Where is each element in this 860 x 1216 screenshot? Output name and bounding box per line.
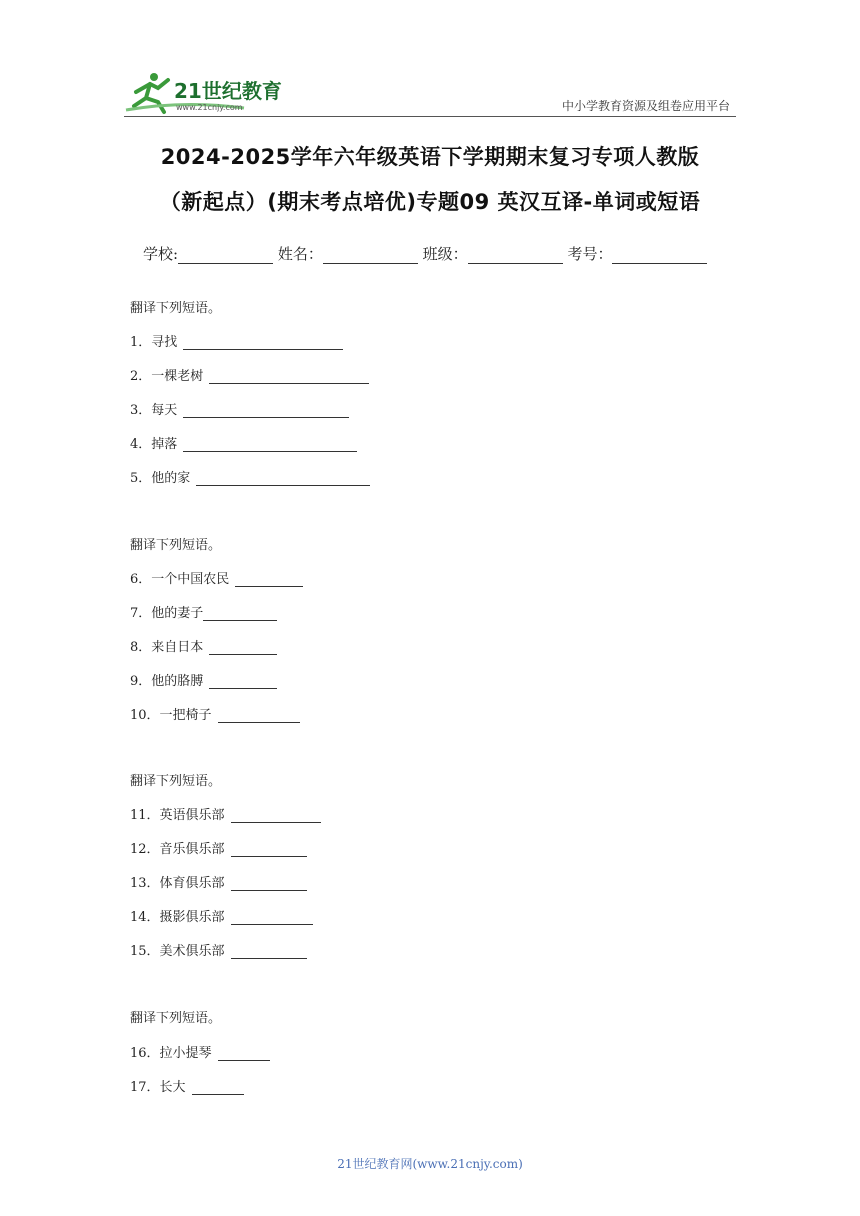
answer-blank[interactable]: [231, 945, 307, 959]
question-item: 13．体育俱乐部: [130, 872, 307, 891]
question-item: 4．掉落: [130, 433, 357, 452]
name-blank[interactable]: [323, 248, 418, 264]
school-label: 学校:: [143, 245, 179, 263]
question-item: 14．摄影俱乐部: [130, 906, 313, 925]
answer-blank[interactable]: [235, 573, 303, 587]
answer-blank[interactable]: [183, 438, 357, 452]
site-logo: [124, 70, 294, 116]
question-item: 5．他的家: [130, 467, 370, 486]
answer-blank[interactable]: [218, 709, 300, 723]
question-item: 6．一个中国农民: [130, 568, 303, 587]
page-footer: 21世纪教育网(www.21cnjy.com): [337, 1157, 523, 1171]
school-blank[interactable]: [178, 248, 273, 264]
answer-blank[interactable]: [192, 1081, 244, 1095]
section-heading: 翻译下列短语。: [130, 1011, 222, 1026]
answer-blank[interactable]: [196, 472, 370, 486]
question-item: 16．拉小提琴: [130, 1042, 270, 1061]
question-item: 11．英语俱乐部: [130, 804, 321, 823]
question-item: 17．长大: [130, 1076, 244, 1095]
answer-blank[interactable]: [183, 336, 343, 350]
answer-blank[interactable]: [209, 641, 277, 655]
answer-blank[interactable]: [203, 607, 277, 621]
section-heading: 翻译下列短语。: [130, 774, 222, 789]
question-item: 2．一棵老树: [130, 365, 369, 384]
question-item: 10．一把椅子: [130, 704, 300, 723]
header-divider: [124, 116, 736, 117]
number-blank[interactable]: [612, 248, 707, 264]
class-blank[interactable]: [468, 248, 563, 264]
number-label: 考号：: [567, 245, 613, 263]
page-title-line2: （新起点）(期末考点培优)专题09 英汉互译-单词或短语: [159, 190, 701, 214]
student-info-row: [143, 243, 707, 264]
answer-blank[interactable]: [231, 877, 307, 891]
answer-blank[interactable]: [218, 1047, 270, 1061]
question-item: 9．他的胳膊: [130, 670, 277, 689]
question-item: 8．来自日本: [130, 636, 277, 655]
answer-blank[interactable]: [209, 675, 277, 689]
answer-blank[interactable]: [231, 911, 313, 925]
question-item: 3．每天: [130, 399, 349, 418]
name-label: 姓名：: [277, 245, 323, 263]
question-item: 12．音乐俱乐部: [130, 838, 307, 857]
site-tagline: 中小学教育资源及组卷应用平台: [561, 99, 730, 113]
svg-text:www.21cnjy.com: www.21cnjy.com: [176, 103, 243, 112]
page-title-line1: 2024-2025学年六年级英语下学期期末复习专项人教版: [160, 145, 700, 169]
question-item: 15．美术俱乐部: [130, 940, 307, 959]
answer-blank[interactable]: [231, 843, 307, 857]
class-label: 班级：: [422, 245, 468, 263]
section-heading: 翻译下列短语。: [130, 301, 222, 316]
section-heading: 翻译下列短语。: [130, 538, 222, 553]
svg-text:21世纪教育: 21世纪教育: [174, 79, 282, 103]
answer-blank[interactable]: [183, 404, 349, 418]
answer-blank[interactable]: [231, 809, 321, 823]
question-item: 7．他的妻子: [130, 602, 277, 621]
answer-blank[interactable]: [209, 370, 369, 384]
question-item: 1．寻找: [130, 331, 343, 350]
